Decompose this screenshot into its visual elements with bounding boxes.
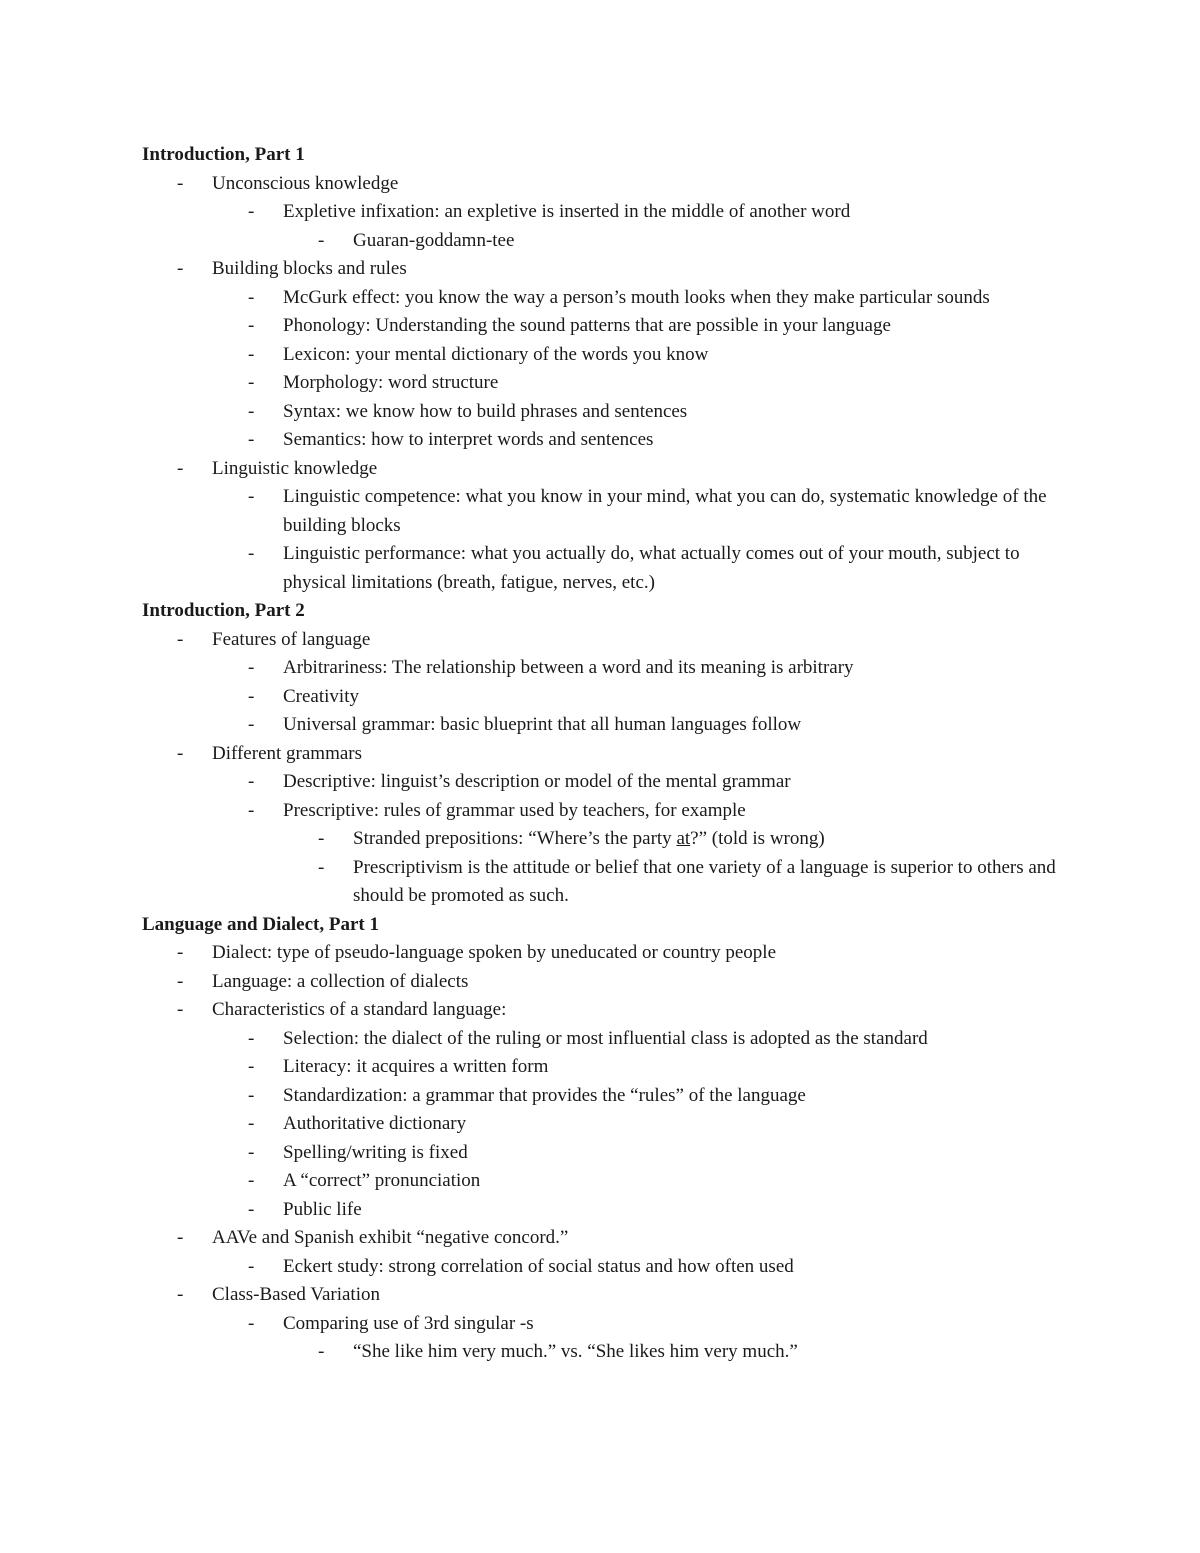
list-item: - Phonology: Understanding the sound patterns that are possible in your language [142,312,1072,341]
list-item: - Descriptive: linguist’s description or model of the mental grammar [142,768,1072,797]
list-item: - Unconscious knowledge [142,170,1072,199]
list-item: - Expletive infixation: an expletive is inserted in the middle of another word [142,198,1072,227]
list-item: - Arbitrariness: The relationship between a word and its meaning is arbitrary [142,654,1072,683]
bullet-dash-icon: - [177,1227,184,1248]
notes-body [142,141,1072,1367]
list-item: - Dialect: type of pseudo-language spoken by uneducated or country people [142,939,1072,968]
bullet-dash-icon: - [248,799,255,821]
bullet-dash-icon: - [177,970,184,992]
bullet-dash-icon: - [248,1255,255,1277]
list-item: - Language: a collection of dialects [142,968,1072,997]
bullet-dash-icon: - [248,1113,255,1134]
list-item: - “She like him very much.” vs. “She likes him very much.” [142,1338,1072,1367]
list-item: - Syntax: we know how to build phrases and sentences [142,398,1072,427]
list-item: - Different grammars [142,740,1072,769]
bullet-dash-icon: - [248,1198,255,1220]
list-item: - Guaran-goddamn-tee [142,227,1072,256]
bullet-dash-icon: - [177,742,184,764]
bullet-dash-icon: - [248,685,255,707]
bullet-dash-icon: - [177,942,184,963]
bullet-dash-icon: - [318,856,325,878]
list-item: - McGurk effect: you know the way a person’s mouth looks when they make particular sounds [142,284,1072,313]
section-heading: Introduction, Part 1 [142,144,305,165]
list-item: - A “correct” pronunciation [142,1167,1072,1196]
list-item: - Selection: the dialect of the ruling or most influential class is adopted as the standard [142,1025,1072,1054]
bullet-dash-icon: - [248,343,255,365]
list-item: - Linguistic competence: what you know in your mind, what you can do, systematic knowledge of the building blocks [142,483,1072,540]
section-heading: Language and Dialect, Part 1 [142,913,379,935]
bullet-dash-icon: - [248,486,255,507]
bullet-dash-icon: - [177,999,184,1020]
list-item: - Literacy: it acquires a written form [142,1053,1072,1082]
list-item: - Characteristics of a standard language: [142,996,1072,1025]
list-item: - Eckert study: strong correlation of social status and how often used [142,1253,1072,1282]
list-item: - Building blocks and rules [142,255,1072,284]
bullet-dash-icon: - [177,1284,184,1305]
list-item: - Standardization: a grammar that provides the “rules” of the language [142,1082,1072,1111]
list-item: - Stranded prepositions: “Where’s the party at?” (told is wrong) [142,825,1072,854]
list-item: - Authoritative dictionary [142,1110,1072,1139]
list-item: - Universal grammar: basic blueprint that all human languages follow [142,711,1072,740]
bullet-dash-icon: - [248,429,255,450]
bullet-dash-icon: - [177,172,184,194]
list-item: - Creativity [142,683,1072,712]
bullet-dash-icon: - [248,286,255,308]
list-item: - Spelling/writing is fixed [142,1139,1072,1168]
list-item: - Linguistic performance: what you actually do, what actually comes out of your mouth, subject to physical limitations (breath, fatigue, nerves, etc.) [142,540,1072,597]
list-item: - Features of language [142,626,1072,655]
bullet-dash-icon: - [248,543,255,564]
list-item: - AAVe and Spanish exhibit “negative concord.” [142,1224,1072,1253]
bullet-dash-icon: - [248,1312,255,1334]
list-item: - Morphology: word structure [142,369,1072,398]
bullet-dash-icon: - [318,229,325,251]
bullet-dash-icon: - [318,1341,325,1362]
bullet-dash-icon: - [248,657,255,678]
bullet-dash-icon: - [248,714,255,735]
bullet-dash-icon: - [248,372,255,393]
list-item: - Comparing use of 3rd singular -s [142,1310,1072,1339]
list-item: - Linguistic knowledge [142,455,1072,484]
list-item: - Semantics: how to interpret words and sentences [142,426,1072,455]
bullet-dash-icon: - [248,1141,255,1163]
list-item: - Public life [142,1196,1072,1225]
list-item: - Prescriptive: rules of grammar used by teachers, for example [142,797,1072,826]
list-item: - Prescriptivism is the attitude or belief that one variety of a language is superior to others and should be promoted as such. [142,854,1072,911]
bullet-dash-icon: - [248,1170,255,1191]
bullet-dash-icon: - [248,315,255,336]
bullet-dash-icon: - [248,1056,255,1077]
section-heading: Introduction, Part 2 [142,600,305,621]
bullet-dash-icon: - [318,828,325,849]
bullet-dash-icon: - [177,628,184,650]
list-item: - Lexicon: your mental dictionary of the words you know [142,341,1072,370]
bullet-dash-icon: - [177,457,184,479]
list-item: - Class-Based Variation [142,1281,1072,1310]
bullet-dash-icon: - [248,201,255,222]
bullet-dash-icon: - [248,1084,255,1106]
bullet-dash-icon: - [248,1027,255,1049]
underlined-word: at [676,828,691,849]
bullet-dash-icon: - [248,771,255,792]
bullet-dash-icon: - [177,258,184,279]
bullet-dash-icon: - [248,400,255,422]
